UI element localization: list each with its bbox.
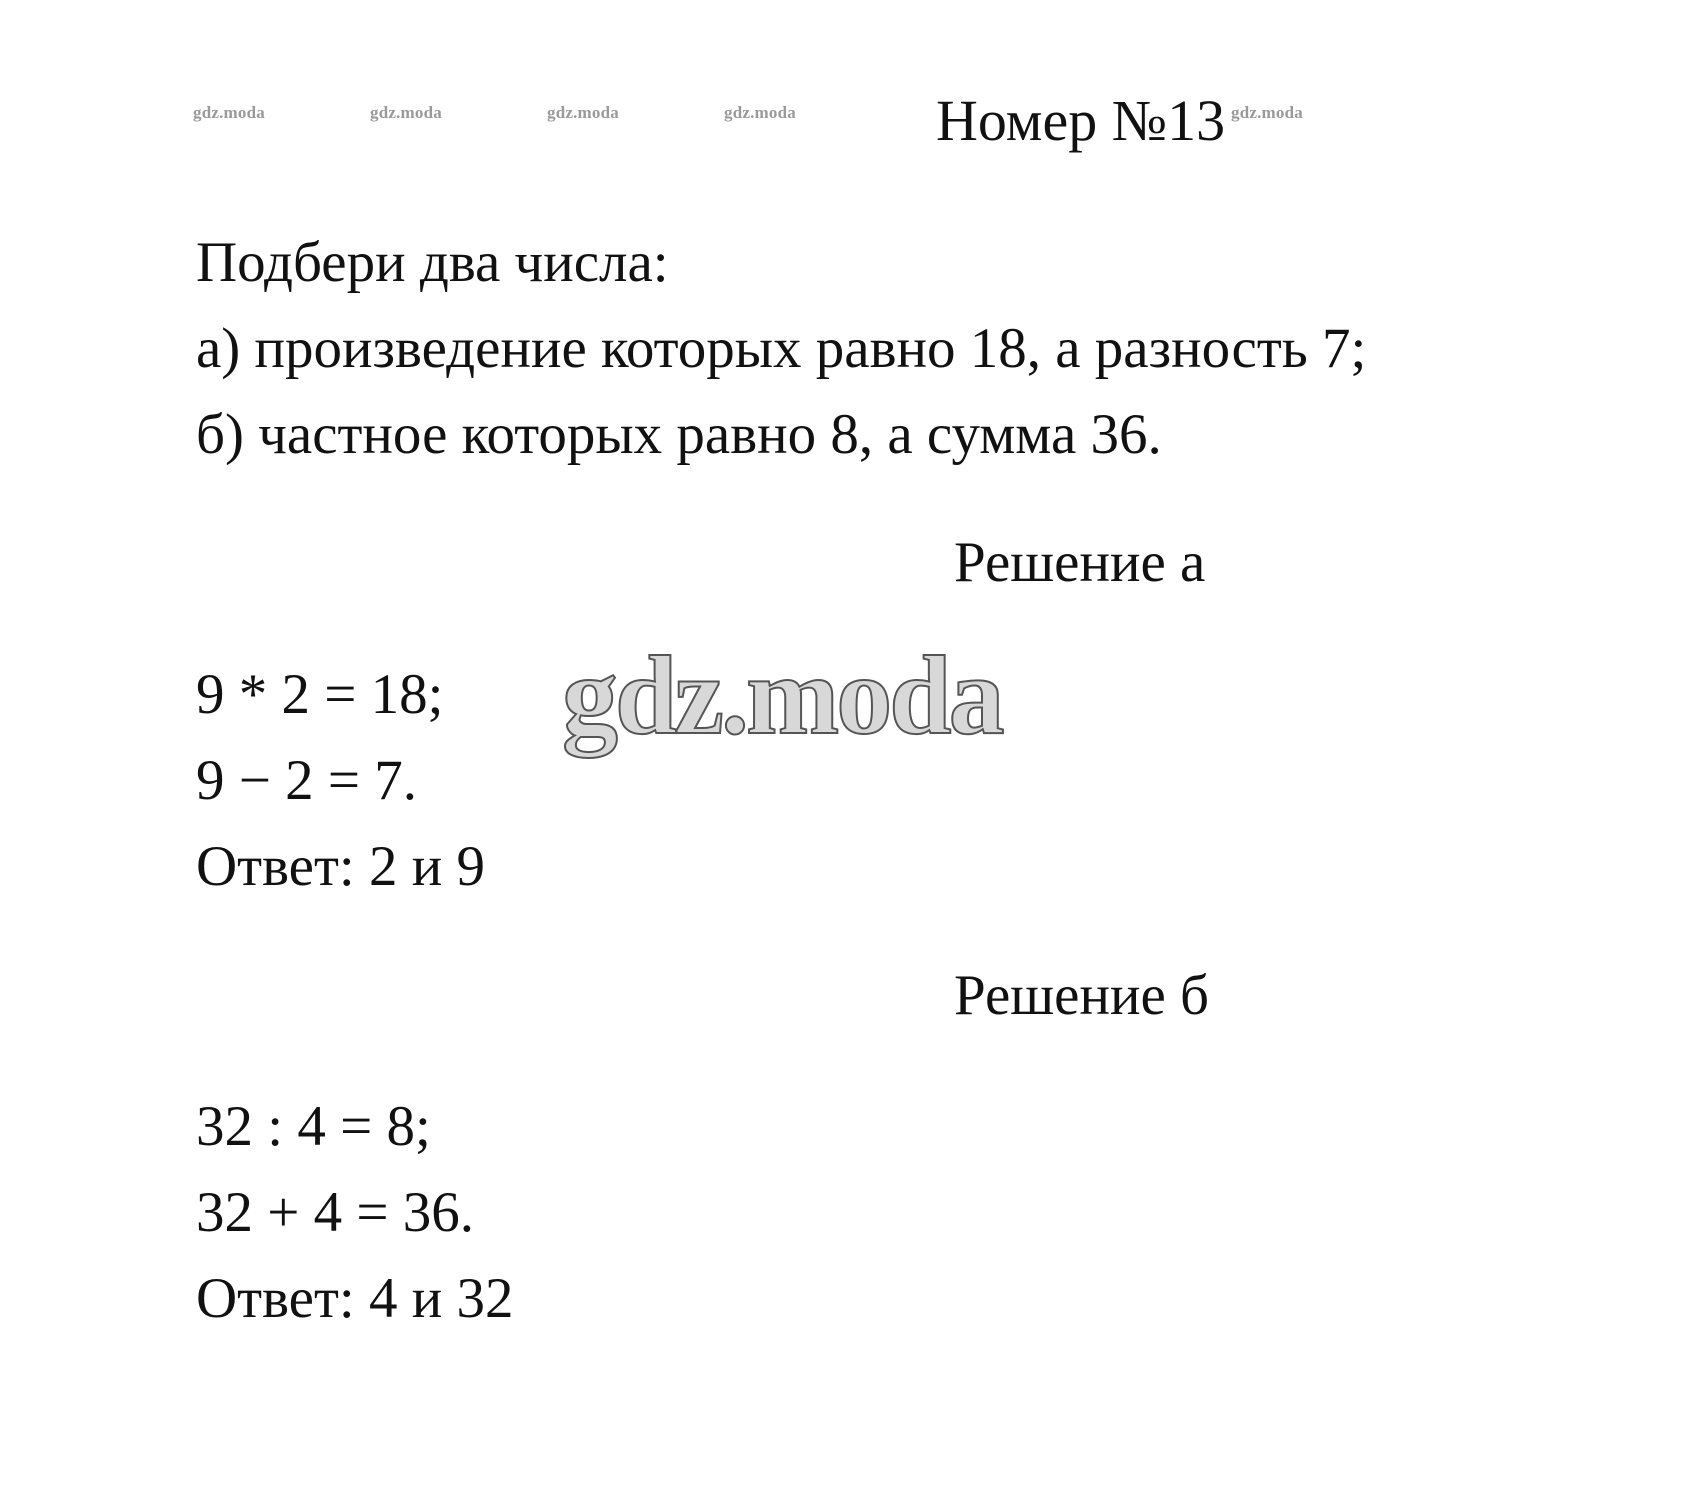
solution-a-heading: Решение а: [954, 531, 1206, 594]
watermark-small: gdz.moda: [724, 103, 796, 122]
task-intro: Подбери два числа:: [196, 231, 669, 294]
solution-b-line: 32 : 4 = 8;: [196, 1095, 431, 1158]
watermark-small: gdz.moda: [193, 103, 265, 122]
solution-b-line: 32 + 4 = 36.: [196, 1181, 475, 1244]
solution-b-heading: Решение б: [954, 964, 1209, 1027]
watermark-small: gdz.moda: [547, 103, 619, 122]
watermark-small: gdz.moda: [1231, 103, 1303, 122]
watermark-small: gdz.moda: [370, 103, 442, 122]
solution-a-answer: Ответ: 2 и 9: [196, 835, 485, 898]
solution-a-line: 9 * 2 = 18;: [196, 663, 444, 726]
page-title: Номер №13: [936, 88, 1226, 153]
solution-b-answer: Ответ: 4 и 32: [196, 1267, 514, 1330]
task-part-b: б) частное которых равно 8, а сумма 36.: [196, 403, 1162, 466]
task-part-a: а) произведение которых равно 18, а разность 7;: [196, 317, 1367, 380]
solution-a-line: 9 − 2 = 7.: [196, 749, 418, 812]
watermark-large: gdz.moda: [562, 634, 1002, 758]
